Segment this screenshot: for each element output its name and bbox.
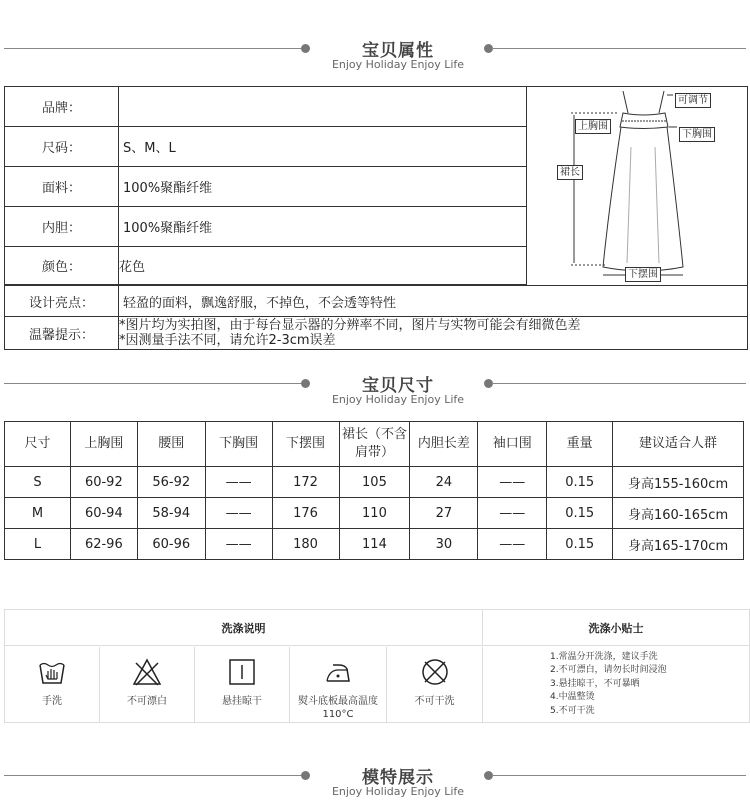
tips-line: *图片均为实拍图，由于每台显示器的分辨率不同，图片与实物可能会有细微色差 xyxy=(119,318,581,333)
list-item: 3.悬挂晾干，不可暴晒 xyxy=(550,678,640,689)
header-cell: 下胸围 xyxy=(205,422,272,467)
washing-tips-list xyxy=(550,651,667,718)
table-cell: 105 xyxy=(339,467,410,498)
table-cell: 30 xyxy=(410,529,478,560)
icon-label: 悬挂晾干 xyxy=(222,696,262,707)
list-item: 2.不可漂白，请勿长时间浸泡 xyxy=(550,665,667,676)
size-table-header xyxy=(5,422,744,467)
section-header-model xyxy=(0,761,750,801)
icon-label: 手洗 xyxy=(42,696,62,707)
under-chest-label: 下胸围 xyxy=(679,127,715,142)
section-header-attributes xyxy=(0,34,750,74)
list-item: 4.中温整烫 xyxy=(550,692,595,703)
table-cell: 60-92 xyxy=(70,467,137,498)
upper-chest-label: 上胸围 xyxy=(575,119,611,134)
brand-label: 品牌： xyxy=(5,87,119,127)
header-cell: 建议适合人群 xyxy=(613,422,744,467)
section-subtitle: Enjoy Holiday Enjoy Life xyxy=(331,58,465,71)
lining-value: 100%聚酯纤维 xyxy=(119,207,527,247)
header-cell: 裙长（不含肩带） xyxy=(339,422,410,467)
dress-outline-icon xyxy=(527,87,747,285)
tips-label: 温馨提示： xyxy=(5,317,119,349)
table-cell: 身高165-170cm xyxy=(613,529,744,560)
list-item: 1.常温分开洗涤，建议手洗 xyxy=(550,652,658,662)
table-row xyxy=(5,467,744,498)
header-cell: 内胆长差 xyxy=(410,422,478,467)
list-item: 5.不可干洗 xyxy=(550,705,595,716)
table-cell: —— xyxy=(205,467,272,498)
fabric-value: 100%聚酯纤维 xyxy=(119,167,527,207)
brand-value xyxy=(119,87,527,127)
icon-label: 熨斗底板最高温度110°C xyxy=(298,696,378,720)
table-cell: 176 xyxy=(272,498,339,529)
hem-label: 下摆围 xyxy=(625,267,661,282)
table-cell: 0.15 xyxy=(547,467,613,498)
adjustable-label: 可调节 xyxy=(675,93,711,108)
color-label: 颜色： xyxy=(5,247,119,285)
header-cell: 袖口围 xyxy=(478,422,547,467)
attribute-table xyxy=(4,86,748,350)
no-bleach-item xyxy=(100,647,195,723)
section-title: 宝贝尺寸 xyxy=(362,376,434,396)
table-cell: 58-94 xyxy=(137,498,205,529)
table-cell: 60-94 xyxy=(70,498,137,529)
hand-wash-icon xyxy=(37,657,67,687)
header-cell: 上胸围 xyxy=(70,422,137,467)
color-value: 花色 xyxy=(119,247,527,285)
dress-measurement-diagram xyxy=(527,87,747,285)
table-cell: 0.15 xyxy=(547,529,613,560)
table-row xyxy=(5,498,744,529)
section-title: 模特展示 xyxy=(362,768,434,788)
table-cell: L xyxy=(5,529,71,560)
size-value: S、M、L xyxy=(119,127,527,167)
table-cell: 172 xyxy=(272,467,339,498)
header-cell: 腰围 xyxy=(137,422,205,467)
washing-tips-title: 洗涤小贴士 xyxy=(483,610,749,646)
no-bleach-icon xyxy=(132,657,162,687)
table-cell: 身高160-165cm xyxy=(613,498,744,529)
header-cell: 下摆围 xyxy=(272,422,339,467)
table-cell: 0.15 xyxy=(547,498,613,529)
lining-label: 内胆： xyxy=(5,207,119,247)
table-cell: 27 xyxy=(410,498,478,529)
table-cell: S xyxy=(5,467,71,498)
table-cell: 60-96 xyxy=(137,529,205,560)
tips-line: *因测量手法不同，请允许2-3cm误差 xyxy=(119,333,336,348)
table-cell: —— xyxy=(205,498,272,529)
section-subtitle: Enjoy Holiday Enjoy Life xyxy=(331,785,465,798)
table-cell: 180 xyxy=(272,529,339,560)
table-cell: 24 xyxy=(410,467,478,498)
table-cell: 身高155-160cm xyxy=(613,467,744,498)
section-title: 宝贝属性 xyxy=(362,41,434,61)
washing-instructions-title: 洗涤说明 xyxy=(5,610,483,646)
table-cell: M xyxy=(5,498,71,529)
design-value: 轻盈的面料，飘逸舒服，不掉色，不会透等特性 xyxy=(119,285,747,317)
tips-value xyxy=(119,317,747,349)
icon-label: 不可漂白 xyxy=(127,696,167,707)
hand-wash-item xyxy=(5,647,100,723)
table-cell: —— xyxy=(478,467,547,498)
section-header-size xyxy=(0,369,750,409)
header-cell: 重量 xyxy=(547,422,613,467)
iron-item xyxy=(290,647,387,723)
no-dry-clean-item xyxy=(387,647,483,723)
table-cell: 114 xyxy=(339,529,410,560)
hang-dry-item xyxy=(195,647,290,723)
table-cell: 62-96 xyxy=(70,529,137,560)
hang-dry-icon xyxy=(227,657,257,687)
size-label: 尺码： xyxy=(5,127,119,167)
size-table xyxy=(4,421,744,560)
table-row xyxy=(5,529,744,560)
iron-icon xyxy=(323,657,353,687)
table-cell: —— xyxy=(478,498,547,529)
header-cell: 尺寸 xyxy=(5,422,71,467)
design-label: 设计亮点： xyxy=(5,285,119,317)
no-dry-clean-icon xyxy=(420,657,450,687)
table-cell: —— xyxy=(478,529,547,560)
skirt-length-label: 裙长 xyxy=(557,165,583,180)
table-cell: —— xyxy=(205,529,272,560)
table-cell: 110 xyxy=(339,498,410,529)
section-subtitle: Enjoy Holiday Enjoy Life xyxy=(331,393,465,406)
fabric-label: 面料： xyxy=(5,167,119,207)
icon-label: 不可干洗 xyxy=(414,696,455,707)
table-cell: 56-92 xyxy=(137,467,205,498)
